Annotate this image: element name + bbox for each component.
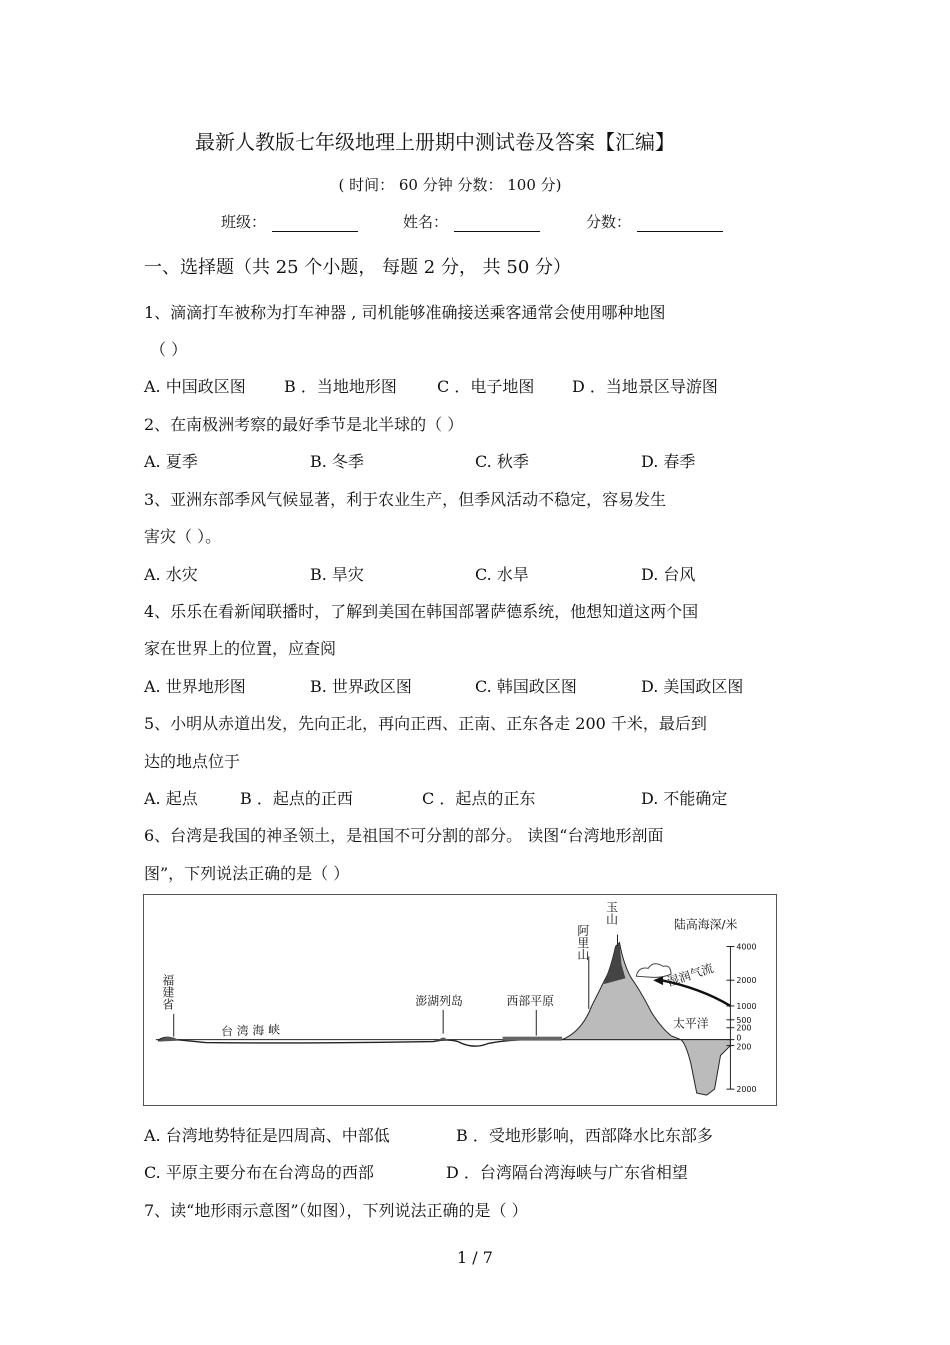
- taiwan-terrain-profile-figure: [143, 894, 777, 1106]
- tick-label-500: 500: [736, 1015, 752, 1025]
- q2-option-b: B. 冬季: [310, 452, 364, 471]
- yushan-label: 玉山: [604, 900, 619, 925]
- question-4-line-2: 家在世界上的位置，应查阅: [144, 639, 337, 658]
- question-5-line-2: 达的地点位于: [144, 752, 241, 771]
- score-label: 分数：: [586, 213, 632, 231]
- q2-option-a: A. 夏季: [144, 452, 198, 471]
- strait-floor: [158, 1037, 532, 1046]
- tick-label-0: 0: [736, 1033, 742, 1043]
- penghu-landmass: [438, 1038, 448, 1041]
- q6-option-d: D ．台湾隔台湾海峡与广东省相望: [446, 1163, 688, 1182]
- score-field: [586, 211, 723, 232]
- q4-option-c: C. 韩国政区图: [475, 677, 577, 696]
- exam-info: ( 时间： 60 分钟 分数： 100 分): [338, 176, 562, 194]
- question-6-line-2: 图”，下列说法正确的是（ ）: [144, 864, 350, 883]
- question-7-line-1: 7、读“地形雨示意图”（如图），下列说法正确的是（ ）: [144, 1201, 528, 1220]
- name-blank: [454, 215, 540, 232]
- tick-label-200-down: 200: [736, 1042, 752, 1052]
- western-plain-strip: [503, 1037, 562, 1041]
- fujian-landmass: [158, 1037, 180, 1042]
- strait-label-text: 台 湾 海 峡: [220, 1022, 281, 1039]
- question-5-line-1: 5、小明从赤道出发，先向正北，再向正西、正南、正东各走 200 千米，最后到: [144, 714, 707, 733]
- page-number: 1 / 7: [457, 1248, 493, 1267]
- section-heading: 一、选择题（共 25 个小题， 每题 2 分， 共 50 分）: [144, 257, 572, 278]
- q1-option-b: B ．当地地形图: [284, 377, 397, 396]
- q3-option-d: D. 台风: [641, 565, 696, 584]
- q3-option-a: A. 水灾: [144, 565, 198, 584]
- question-2-line-1: 2、在南极洲考察的最好季节是北半球的（ ）: [144, 415, 464, 434]
- plain-label: 西部平原: [506, 993, 555, 1008]
- q4-option-a: A. 世界地形图: [144, 677, 246, 696]
- question-6-line-1: 6、台湾是我国的神圣领土，是祖国不可分割的部分。 读图“台湾地形剖面: [144, 826, 664, 845]
- q3-option-b: B. 旱灾: [310, 565, 364, 584]
- class-field: [221, 211, 358, 232]
- q5-option-a: A. 起点: [144, 789, 198, 808]
- score-blank: [637, 215, 723, 232]
- q4-option-b: B. 世界政区图: [310, 677, 412, 696]
- pacific-label: 太平洋: [672, 1016, 709, 1031]
- question-1-line-1: 1、滴滴打车被称为打车神器 , 司机能够准确接送乘客通常会使用哪种地图: [144, 303, 666, 322]
- q1-option-c: C ．电子地图: [437, 377, 535, 396]
- fujian-label: 福建省: [160, 974, 175, 1010]
- tick-label-2000: 2000: [736, 976, 757, 986]
- q6-option-a: A. 台湾地势特征是四周高、中部低: [144, 1126, 390, 1145]
- q6-option-b: B ．受地形影响，西部降水比东部多: [456, 1126, 713, 1145]
- class-blank: [272, 215, 358, 232]
- q1-option-a: A. 中国政区图: [144, 377, 246, 396]
- name-label: 姓名：: [403, 213, 449, 231]
- question-3-line-2: 害灾（ ）。: [144, 527, 222, 546]
- q6-option-c: C. 平原主要分布在台湾岛的西部: [144, 1163, 374, 1182]
- tick-label-1000: 1000: [736, 1001, 757, 1011]
- penghu-label: 澎湖列岛: [415, 993, 463, 1008]
- q5-option-d: D. 不能确定: [641, 789, 728, 808]
- tick-label-2000-down: 2000: [736, 1085, 757, 1095]
- document-title: 最新人教版七年级地理上册期中测试卷及答案【汇编】: [195, 130, 675, 154]
- class-label: 班级：: [221, 213, 267, 231]
- name-field: [403, 211, 540, 232]
- question-3-line-1: 3、亚洲东部季风气候显著，利于农业生产，但季风活动不稳定，容易发生: [144, 490, 667, 509]
- q5-option-b: B ．起点的正西: [240, 789, 353, 808]
- alishan-label: 阿里山: [575, 924, 590, 961]
- question-4-line-1: 4、乐乐在看新闻联播时，了解到美国在韩国部署萨德系统，他想知道这两个国: [144, 602, 699, 621]
- axis-title: 陆高海深/米: [673, 917, 738, 932]
- q4-option-d: D. 美国政区图: [641, 677, 744, 696]
- q2-option-c: C. 秋季: [475, 452, 529, 471]
- q1-option-d: D ．当地景区导游图: [572, 377, 718, 396]
- q3-option-c: C. 水旱: [475, 565, 529, 584]
- terrain-profile-svg: [144, 895, 776, 1105]
- question-1-line-2: （ ）: [150, 340, 188, 359]
- tick-label-200-up: 200: [736, 1023, 752, 1033]
- q2-option-d: D. 春季: [641, 452, 696, 471]
- airflow-label: 湿润气流: [665, 960, 716, 989]
- tick-label-4000: 4000: [736, 942, 757, 952]
- q5-option-c: C ．起点的正东: [422, 789, 536, 808]
